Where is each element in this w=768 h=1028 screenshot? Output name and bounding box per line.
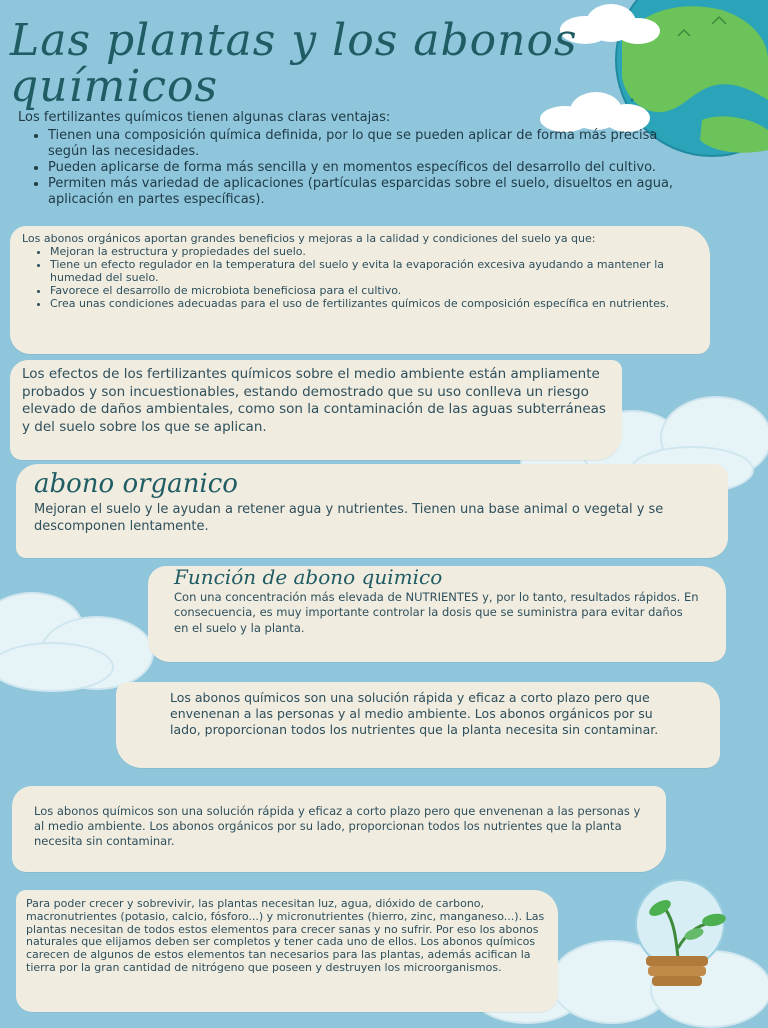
comparison-text-1: Los abonos químicos son una solución rápida y eficaz a corto plazo pero que envenenan a las personas y al medio ambiente. Los abonos orgánicos por su lado, proporcionan todos los nutrientes que la planta necesita sin contaminar. [170,690,659,737]
funcion-quimico-card [148,566,726,662]
effects-card [10,360,622,460]
list-item: • Pueden aplicarse de forma más sencilla y en momentos específicos del desarrollo del cultivo. [48,160,698,176]
list-item: • Mejoran la estructura y propiedades del suelo. [50,245,698,258]
abono-organico-text: Mejoran el suelo y le ayudan a retener agua y nutrientes. Tienen una base animal o vegetal y se descomponen lentamente. [34,502,664,534]
effects-text: Los efectos de los fertilizantes químicos sobre el medio ambiente están ampliamente probados y son incuestionables, estando demostrado que su uso conlleva un riesgo elevado de daños ambientales, como son la contaminación de las aguas subterráneas y del suelo sobre los que se aplican. [22,366,606,435]
page-title: Las plantas y los abonos químicos [10,15,578,112]
organic-benefits-list [22,245,698,310]
intro-list [18,128,698,208]
list-item: • Tienen una composición química definida, por lo que se pueden aplicar de forma más precisa según las necesidades. [48,128,698,160]
funcion-quimico-heading: Función de abono quimico [174,565,443,589]
plant-needs-card [16,890,558,1012]
comparison-card-2 [12,786,666,872]
abono-organico-heading: abono organico [34,469,238,499]
list-item: • Crea unas condiciones adecuadas para el uso de fertilizantes químicos de composición específica en nutrientes. [50,297,698,310]
lightbulb-plant-icon [616,878,746,988]
list-item: • Tiene un efecto regulador en la temperatura del suelo y evita la evaporación excesiva ayudando a mantener la humedad del suelo. [50,258,698,284]
comparison-card-1 [116,682,720,768]
intro-lead: Los fertilizantes químicos tienen algunas claras ventajas: [18,110,391,125]
funcion-quimico-text: Con una concentración más elevada de NUTRIENTES y, por lo tanto, resultados rápidos. En consecuencia, es muy importante controlar la dosis que se suministra para evitar daños en el suelo y la planta. [174,589,699,635]
list-item: • Favorece el desarrollo de microbiota beneficiosa para el cultivo. [50,284,698,297]
abono-organico-card [16,464,728,558]
intro-section [18,110,698,208]
plant-needs-text: Para poder crecer y sobrevivir, las plantas necesitan luz, agua, dióxido de carbono, macronutrientes (potasio, calcio, fósforo...) y micronutrientes (hierro, zinc, manganeso...). Las plantas necesitan de todos estos elementos para crecer sanas y no sufrir. Por eso los abonos naturales que elijamos deben ser completos y tener cada uno de ellos. Los abonos químicos carecen de algunos de estos elementos tan necesarios para las plantas, además acifican la tierra por la gran cantidad de nitrógeno que poseen y destruyen los microorganismos. [26,897,545,974]
comparison-text-2: Los abonos químicos son una solución rápida y eficaz a corto plazo pero que envenenan a las personas y al medio ambiente. Los abonos orgánicos por su lado, proporcionan todos los nutrientes que la planta necesita sin contaminar. [34,804,641,848]
organic-benefits-lead: Los abonos orgánicos aportan grandes beneficios y mejoras a la calidad y condiciones del suelo ya que: [22,232,596,245]
organic-benefits-card [10,226,710,354]
list-item: • Permiten más variedad de aplicaciones (partículas esparcidas sobre el suelo, disueltos en agua, aplicación en partes específicas). [48,176,698,208]
